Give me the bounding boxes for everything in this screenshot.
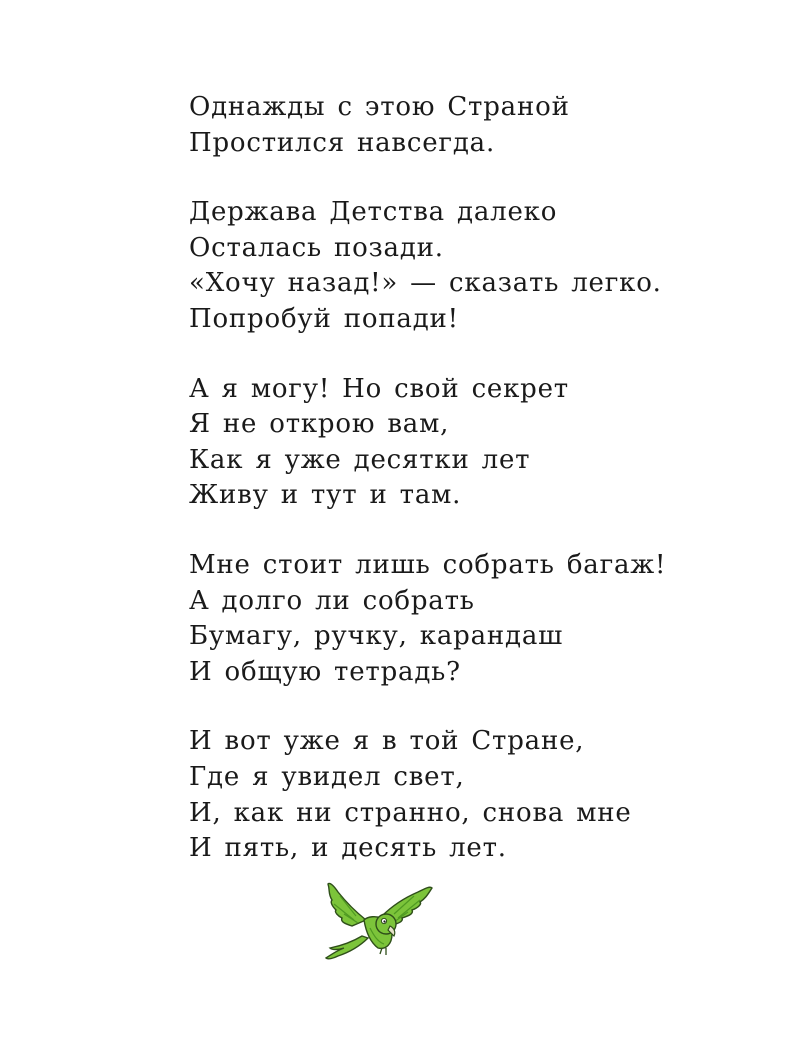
poem-line: Я не открою вам, (189, 409, 450, 440)
poem-line: Бумагу, ручку, карандаш (189, 621, 564, 652)
stanza-5 (189, 724, 749, 866)
stanza-2 (189, 195, 749, 337)
parrot-tail (326, 936, 368, 959)
green-parrot-icon (316, 876, 436, 968)
stanza-4 (189, 548, 749, 690)
poem-line: И пять, и десять лет. (189, 833, 507, 864)
poem-line: «Хочу назад!» — сказать легко. (189, 268, 662, 299)
poem-line: Мне стоит лишь собрать багаж! (189, 549, 667, 580)
poem-line: А я могу! Но свой секрет (189, 373, 569, 404)
poem-line: И общую тетрадь? (189, 656, 461, 687)
poem-line: Однажды с этою Страной (189, 92, 570, 122)
poem-line: И вот уже я в той Стране, (189, 726, 585, 757)
poem-line: Простился навсегда. (189, 127, 496, 158)
stanza-3 (189, 372, 749, 514)
poem-line: Живу и тут и там. (189, 480, 462, 511)
poem-line: Как я уже десятки лет (189, 444, 531, 475)
poem-line: Попробуй попади! (189, 303, 459, 334)
poem (189, 90, 749, 901)
poem-line: Держава Детства далеко (189, 197, 558, 228)
poem-line: И, как ни странно, снова мне (189, 797, 632, 828)
stanza-1 (189, 90, 749, 161)
poem-line: А долго ли собрать (189, 585, 475, 616)
poem-line: Где я увидел свет, (189, 761, 465, 792)
poem-line: Осталась позади. (189, 232, 444, 263)
